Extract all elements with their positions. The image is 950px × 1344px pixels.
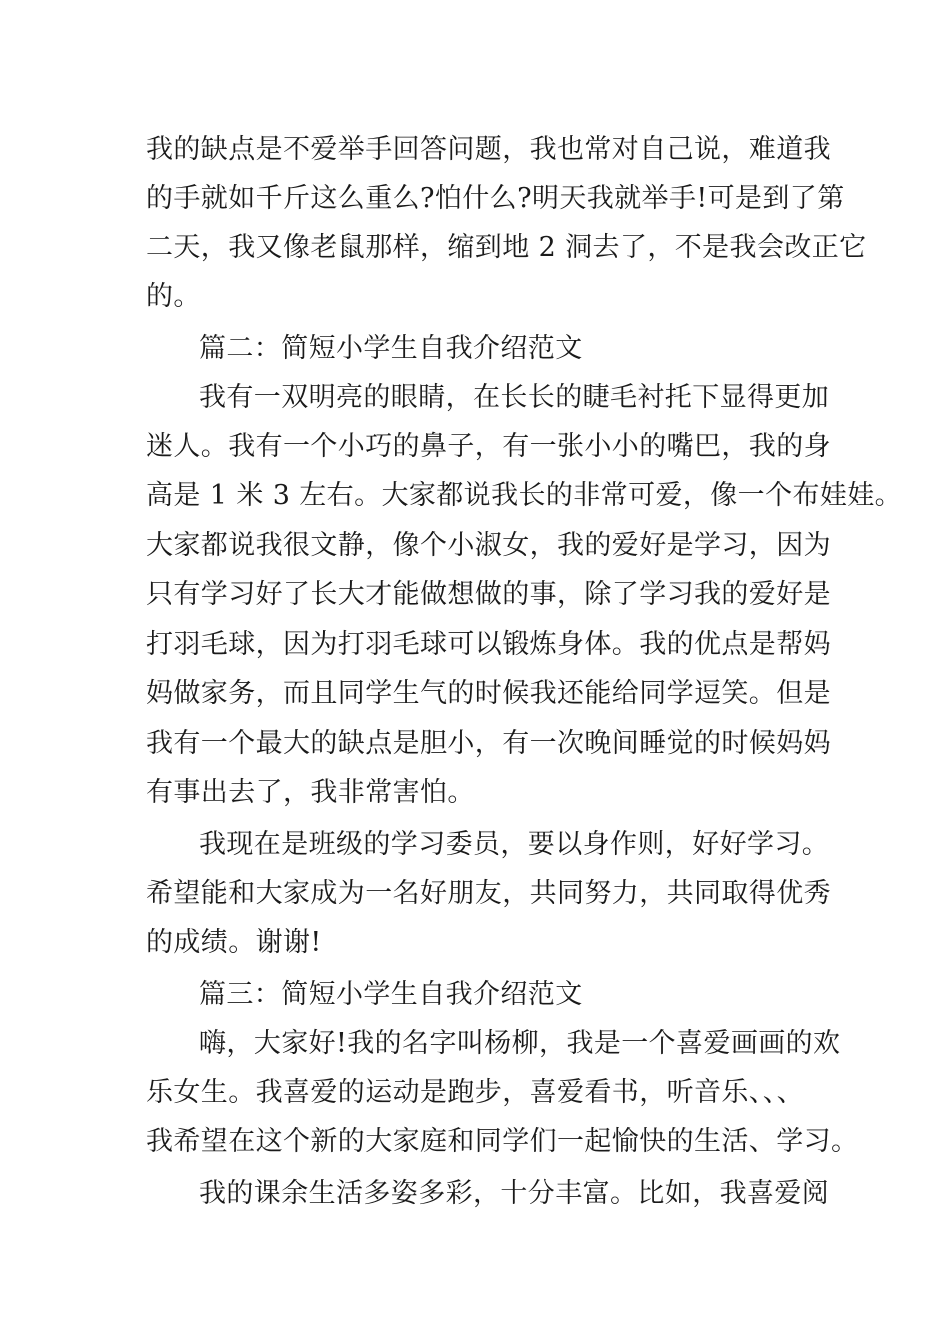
text-line: 高是 1 米 3 左右。大家都说我长的非常可爱，像一个布娃娃。: [146, 480, 903, 511]
text-line: 妈做家务，而且同学生气的时候我还能给同学逗笑。但是: [146, 678, 831, 709]
text-line: 我的课余生活多姿多彩，十分丰富。比如，我喜爱阅: [199, 1178, 830, 1209]
text-line: 乐女生。我喜爱的运动是跑步，喜爱看书，听音乐、、、: [146, 1077, 804, 1108]
text-line: 我有一个最大的缺点是胆小，有一次晚间睡觉的时候妈妈: [146, 728, 831, 759]
text-line: 的手就如千斤这么重么?怕什么?明天我就举手!可是到了第: [146, 183, 845, 214]
text-line: 嗨，大家好!我的名字叫杨柳，我是一个喜爱画画的欢: [199, 1028, 841, 1059]
text-line: 只有学习好了长大才能做想做的事，除了学习我的爱好是: [146, 579, 831, 610]
text-line: 打羽毛球，因为打羽毛球可以锻炼身体。我的优点是帮妈: [146, 629, 831, 660]
text-line: 大家都说我很文静，像个小淑女，我的爱好是学习，因为: [146, 530, 831, 561]
text-line: 我希望在这个新的大家庭和同学们一起愉快的生活、学习。: [146, 1126, 859, 1157]
text-line: 的成绩。谢谢!: [146, 927, 322, 958]
text-line: 的。: [146, 281, 201, 312]
section-heading: 篇三：简短小学生自我介绍范文: [199, 979, 583, 1010]
section-heading: 篇二：简短小学生自我介绍范文: [199, 333, 583, 364]
text-line: 有事出去了，我非常害怕。: [146, 777, 475, 808]
text-line: 我现在是班级的学习委员，要以身作则，好好学习。: [199, 829, 830, 860]
text-line: 迷人。我有一个小巧的鼻子，有一张小小的嘴巴，我的身: [146, 431, 831, 462]
text-line: 我有一双明亮的眼睛，在长长的睫毛衬托下显得更加: [199, 382, 830, 413]
text-line: 我的缺点是不爱举手回答问题，我也常对自己说，难道我: [146, 134, 831, 165]
text-line: 二天，我又像老鼠那样，缩到地 2 洞去了，不是我会改正它: [146, 232, 867, 263]
text-line: 希望能和大家成为一名好朋友，共同努力，共同取得优秀: [146, 878, 831, 909]
